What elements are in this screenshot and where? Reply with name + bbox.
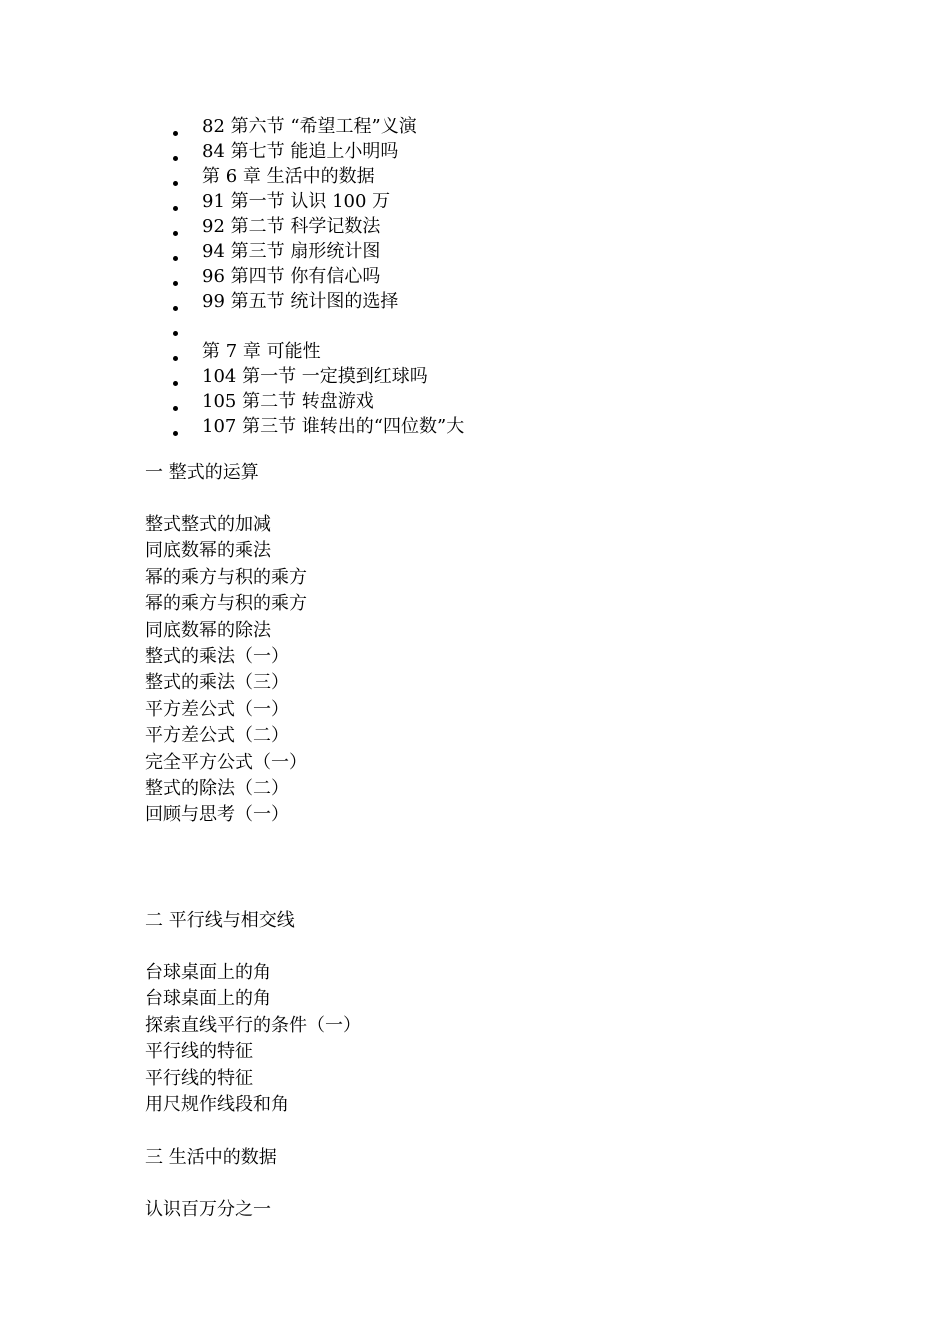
bullet-icon [173, 306, 178, 311]
toc-item-text: 105 第二节 转盘游戏 [202, 391, 374, 412]
section-heading-1: 一 整式的运算 [145, 462, 259, 483]
section-2-lesson-list [145, 960, 361, 1118]
toc-item [170, 364, 464, 389]
bullet-icon [173, 206, 178, 211]
bullet-icon [173, 431, 178, 436]
bullet-icon [173, 231, 178, 236]
lesson-item: 认识百万分之一 [145, 1199, 271, 1220]
lesson-item: 用尺规作线段和角 [145, 1093, 289, 1115]
toc-item [170, 414, 464, 439]
toc-item-text: 82 第六节 “希望工程”义演 [202, 116, 417, 137]
bullet-icon [173, 156, 178, 161]
toc-item-text: 96 第四节 你有信心吗 [202, 266, 381, 287]
section-heading-2: 二 平行线与相交线 [145, 910, 295, 931]
lesson-item: 完全平方公式（一） [145, 751, 307, 773]
toc-item-text: 99 第五节 统计图的选择 [202, 291, 399, 312]
bullet-icon [173, 356, 178, 361]
lesson-item: 整式的乘法（一） [145, 645, 289, 667]
lesson-item: 台球桌面上的角 [145, 988, 271, 1010]
toc-item [170, 264, 464, 289]
toc-item [170, 239, 464, 264]
toc-item [170, 339, 464, 364]
toc-item [170, 189, 464, 214]
lesson-item: 幂的乘方与积的乘方 [145, 566, 307, 588]
bullet-icon [173, 281, 178, 286]
bullet-icon [173, 381, 178, 386]
toc-item [170, 139, 464, 164]
lesson-item: 整式的除法（二） [145, 777, 289, 799]
bullet-icon [173, 406, 178, 411]
lesson-item: 探索直线平行的条件（一） [145, 1014, 361, 1036]
bullet-icon [173, 131, 178, 136]
toc-item [170, 114, 464, 139]
toc-item-text: 92 第二节 科学记数法 [202, 216, 381, 237]
bullet-icon [173, 331, 178, 336]
toc-item-text: 91 第一节 认识 100 万 [202, 191, 391, 212]
lesson-item: 平行线的特征 [145, 1067, 253, 1089]
lesson-item: 平行线的特征 [145, 1041, 253, 1063]
toc-item-text: 104 第一节 一定摸到红球吗 [202, 366, 428, 387]
section-heading-3: 三 生活中的数据 [145, 1147, 277, 1168]
toc-item [170, 389, 464, 414]
toc-item-text: 第 6 章 生活中的数据 [202, 166, 375, 187]
toc-item [170, 289, 464, 314]
toc-item-text: 84 第七节 能追上小明吗 [202, 141, 399, 162]
lesson-item: 整式整式的加减 [145, 514, 271, 535]
toc-item-text: 107 第三节 谁转出的“四位数”大 [202, 416, 465, 437]
toc-item-empty [170, 314, 464, 339]
toc-item-text: 94 第三节 扇形统计图 [202, 241, 381, 262]
lesson-item: 整式的乘法（三） [145, 672, 289, 694]
bullet-icon [173, 256, 178, 261]
lesson-item: 平方差公式（一） [145, 698, 289, 720]
lesson-item: 台球桌面上的角 [145, 962, 271, 983]
lesson-item: 同底数幂的乘法 [145, 540, 271, 562]
toc-bullet-list [170, 114, 464, 439]
section-3-lesson-list [145, 1197, 271, 1223]
lesson-item: 幂的乘方与积的乘方 [145, 593, 307, 615]
section-1-lesson-list [145, 512, 307, 829]
toc-item-text: 第 7 章 可能性 [202, 341, 321, 362]
lesson-item: 回顾与思考（一） [145, 804, 289, 826]
lesson-item: 同底数幂的除法 [145, 619, 271, 641]
lesson-item: 平方差公式（二） [145, 725, 289, 747]
toc-item [170, 214, 464, 239]
bullet-icon [173, 181, 178, 186]
toc-item [170, 164, 464, 189]
